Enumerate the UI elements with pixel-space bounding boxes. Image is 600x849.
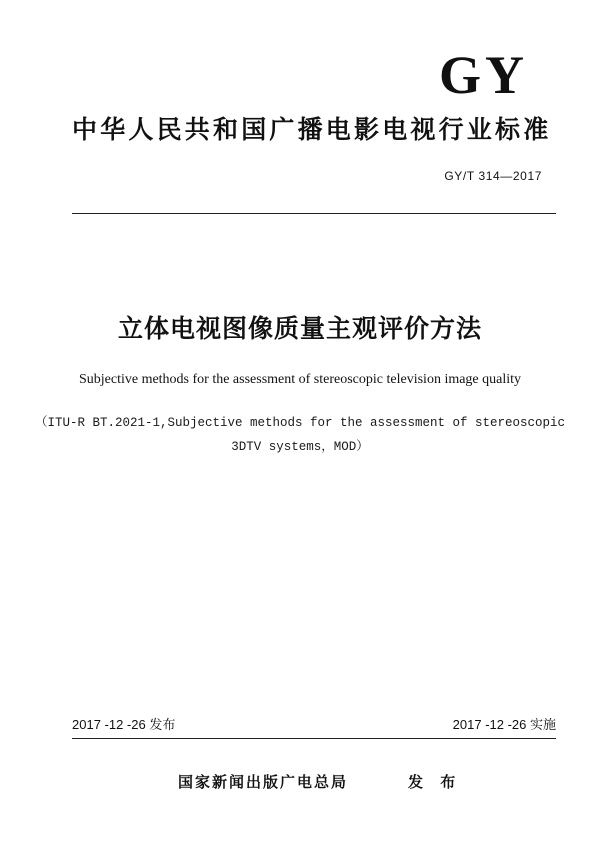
publish-label: 发 布 bbox=[408, 773, 462, 791]
gy-logo: GY bbox=[439, 45, 528, 105]
document-title-english: Subjective methods for the assessment of stereoscopic television image quality bbox=[78, 372, 522, 387]
implementation-date: 2017 -12 -26 实施 bbox=[452, 717, 556, 732]
top-divider bbox=[72, 213, 556, 214]
issue-date: 2017 -12 -26 发布 bbox=[72, 717, 176, 732]
organization-title: 中华人民共和国广播电影电视行业标准 bbox=[72, 115, 552, 144]
reference-line-2: 3DTV systems，MOD） bbox=[231, 440, 369, 454]
reference-line-1: （ITU-R BT.2021-1,Subjective methods for the assessment of stereoscopic bbox=[34, 416, 566, 430]
publisher-name: 国家新闻出版广电总局 bbox=[178, 773, 349, 791]
standard-code: GY/T 314—2017 bbox=[444, 169, 542, 183]
document-title-chinese: 立体电视图像质量主观评价方法 bbox=[117, 314, 482, 343]
bottom-divider bbox=[72, 738, 556, 739]
